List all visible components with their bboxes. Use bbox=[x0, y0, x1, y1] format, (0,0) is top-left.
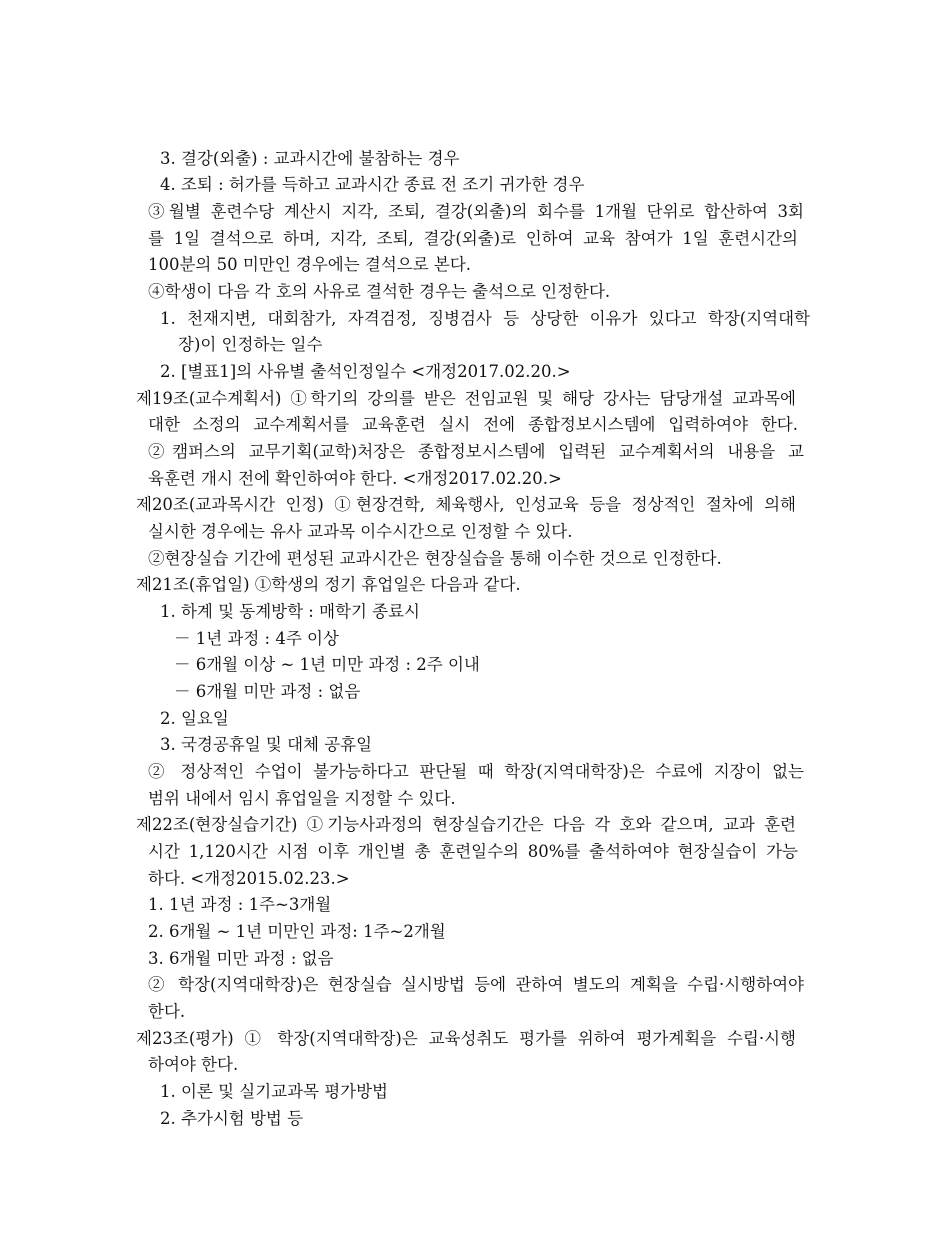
text-line: ②캠퍼스의 교무기획(교학)처장은 종합정보시스템에 입력된 교수계획서의 내용을 교 bbox=[148, 442, 804, 461]
text-line: ④학생이 다음 각 호의 사유로 결석한 경우는 출석으로 인정한다. bbox=[148, 282, 611, 301]
text-line: ② 학장(지역대학장)은 현장실습 실시방법 등에 관하여 별도의 계획을 수립·시행하여야 bbox=[148, 975, 804, 994]
text-line: － 6개월 미만 과정 : 없음 bbox=[174, 682, 361, 701]
text-line: 4. 조퇴 : 허가를 득하고 교과시간 종료 전 조기 귀가한 경우 bbox=[160, 175, 585, 194]
text-line: 1. 천재지변, 대회참가, 자격검정, 징병검사 등 상당한 이유가 있다고 학장(지역대학 bbox=[160, 309, 810, 328]
text-line: 범위 내에서 임시 휴업일을 지정할 수 있다. bbox=[148, 789, 456, 808]
text-line: 2. 6개월 ~ 1년 미만인 과정: 1주~2개월 bbox=[148, 922, 446, 941]
article-heading-line: 제20조(교과목시간 인정) ①현장견학, 체육행사, 인성교육 등을 정상적인 절차에 의해 bbox=[136, 495, 796, 514]
text-line: － 1년 과정 : 4주 이상 bbox=[174, 629, 339, 648]
text-line: 를 1일 결석으로 하며, 지각, 조퇴, 결강(외출)로 인하여 교육 참여가 1일 훈련시간의 bbox=[148, 229, 798, 248]
text-line: 시간 1,120시간 시점 이후 개인별 총 훈련일수의 80%를 출석하여야 현장실습이 가능 bbox=[148, 842, 798, 861]
text-line: ②현장실습 기간에 편성된 교과시간은 현장실습을 통해 이수한 것으로 인정한다. bbox=[148, 549, 722, 568]
article-heading-line: 제21조(휴업일) ①학생의 정기 휴업일은 다음과 같다. bbox=[136, 575, 521, 594]
text-line: 한다. bbox=[148, 1002, 186, 1021]
text-line: 2. 추가시험 방법 등 bbox=[160, 1109, 304, 1128]
text-line: 실시한 경우에는 유사 교과목 이수시간으로 인정할 수 있다. bbox=[148, 522, 573, 541]
text-line: 대한 소정의 교수계획서를 교육훈련 실시 전에 종합정보시스템에 입력하여야 한다. bbox=[148, 415, 798, 434]
text-line: 육훈련 개시 전에 확인하여야 한다. <개정2017.02.20.> bbox=[148, 469, 562, 488]
article-heading-line: 제23조(평가) ① 학장(지역대학장)은 교육성취도 평가를 위하여 평가계획을 수립·시행 bbox=[136, 1029, 796, 1048]
text-line: 3. 결강(외출) : 교과시간에 불참하는 경우 bbox=[160, 149, 460, 168]
text-line: 1. 1년 과정 : 1주~3개월 bbox=[148, 895, 332, 914]
text-line: 장)이 인정하는 일수 bbox=[178, 335, 323, 354]
article-heading-line: 제19조(교수계획서) ①학기의 강의를 받은 전임교원 및 해당 강사는 담당개설 교과목에 bbox=[136, 389, 796, 408]
text-line: － 6개월 이상 ~ 1년 미만 과정 : 2주 이내 bbox=[174, 655, 480, 674]
text-line: ③월별 훈련수당 계산시 지각, 조퇴, 결강(외출)의 회수를 1개월 단위로 합산하여 3회 bbox=[148, 202, 804, 221]
text-line: 1. 이론 및 실기교과목 평가방법 bbox=[160, 1082, 388, 1101]
text-line: 하여야 한다. bbox=[148, 1055, 239, 1074]
text-line: 3. 6개월 미만 과정 : 없음 bbox=[148, 949, 334, 968]
article-heading-line: 제22조(현장실습기간) ①기능사과정의 현장실습기간은 다음 각 호와 같으며, 교과 훈련 bbox=[136, 815, 796, 834]
text-line: 2. [별표1]의 사유별 출석인정일수 <개정2017.02.20.> bbox=[160, 362, 571, 381]
text-line: 1. 하계 및 동계방학 : 매학기 종료시 bbox=[160, 602, 420, 621]
text-line: ② 정상적인 수업이 불가능하다고 판단될 때 학장(지역대학장)은 수료에 지장이 없는 bbox=[148, 762, 804, 781]
text-line: 2. 일요일 bbox=[160, 709, 229, 728]
text-line: 하다. <개정2015.02.23.> bbox=[148, 869, 350, 888]
text-line: 3. 국경공휴일 및 대체 공휴일 bbox=[160, 735, 373, 754]
text-line: 100분의 50 미만인 경우에는 결석으로 본다. bbox=[148, 255, 472, 274]
